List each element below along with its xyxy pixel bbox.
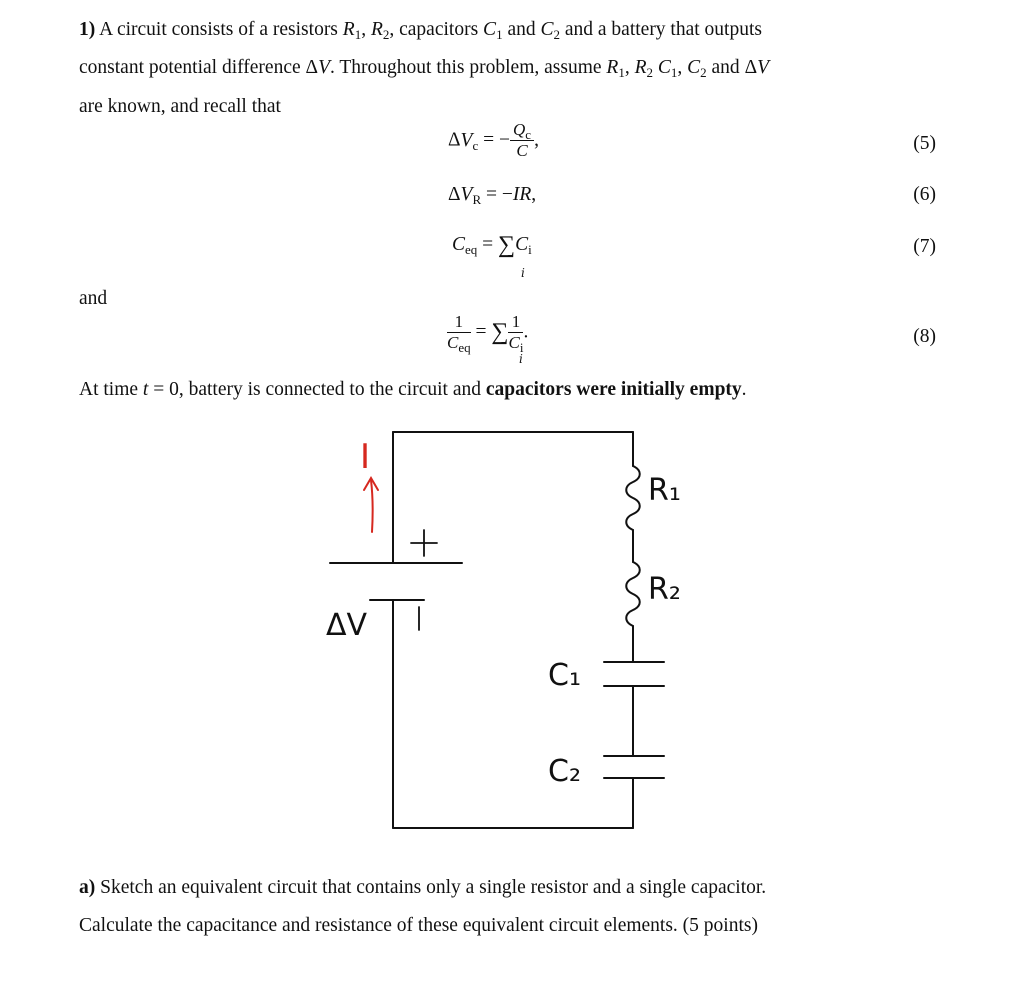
equation-6: $\Delta V_R = -IR$,: [448, 184, 537, 207]
equation-6-label: (6): [913, 184, 936, 205]
battery-plus-sign: [411, 530, 437, 556]
resistor-r2: [626, 562, 640, 626]
equation-7: $C_{eq} = \sum C_i$: [452, 232, 532, 258]
equation-7-label: (7): [913, 236, 936, 257]
part-a-label: a): [79, 877, 96, 898]
capacitor-c1-label: C₁: [548, 658, 581, 693]
intro-line-2: constant potential difference ΔV. Throughout this problem, assume $R_1$, $R_2$ $C_1$, $C_2$ and ΔV: [79, 57, 770, 80]
equation-5-label: (5): [913, 133, 936, 154]
problem-number: 1): [79, 19, 96, 40]
and-text: and: [79, 288, 108, 309]
equation-8: $\frac{1}{C_{eq}}$ = ∑ $\frac{1}{C_i}$ .: [447, 312, 529, 355]
resistor-r1: [626, 466, 640, 530]
equation-8-label: (8): [913, 326, 936, 347]
intro-line-3: are known, and recall that: [79, 96, 281, 117]
current-label: I: [360, 437, 371, 477]
resistor-r2-label: R₂: [648, 572, 681, 607]
equation-5: $\Delta V_c$ = − $\frac{Q_c}{C}$ ,: [448, 120, 539, 160]
resistor-r1-label: R₁: [648, 473, 681, 508]
current-arrow-shaft: [371, 480, 373, 532]
initial-condition-text: At time t = 0, battery is connected to the circuit and capacitors were initially empty.: [79, 379, 747, 400]
capacitor-c2-label: C₂: [548, 754, 581, 789]
part-a-line-1: a) Sketch an equivalent circuit that contains only a single resistor and a single capacitor.: [79, 877, 767, 898]
intro-line-1: 1) A circuit consists of a resistors $R_1$, $R_2$, capacitors $C_1$ and $C_2$ and a battery that outputs: [79, 19, 762, 42]
part-a-line-2: Calculate the capacitance and resistance of these equivalent circuit elements. (5 points): [79, 915, 758, 936]
battery-label: ΔV: [326, 608, 368, 643]
